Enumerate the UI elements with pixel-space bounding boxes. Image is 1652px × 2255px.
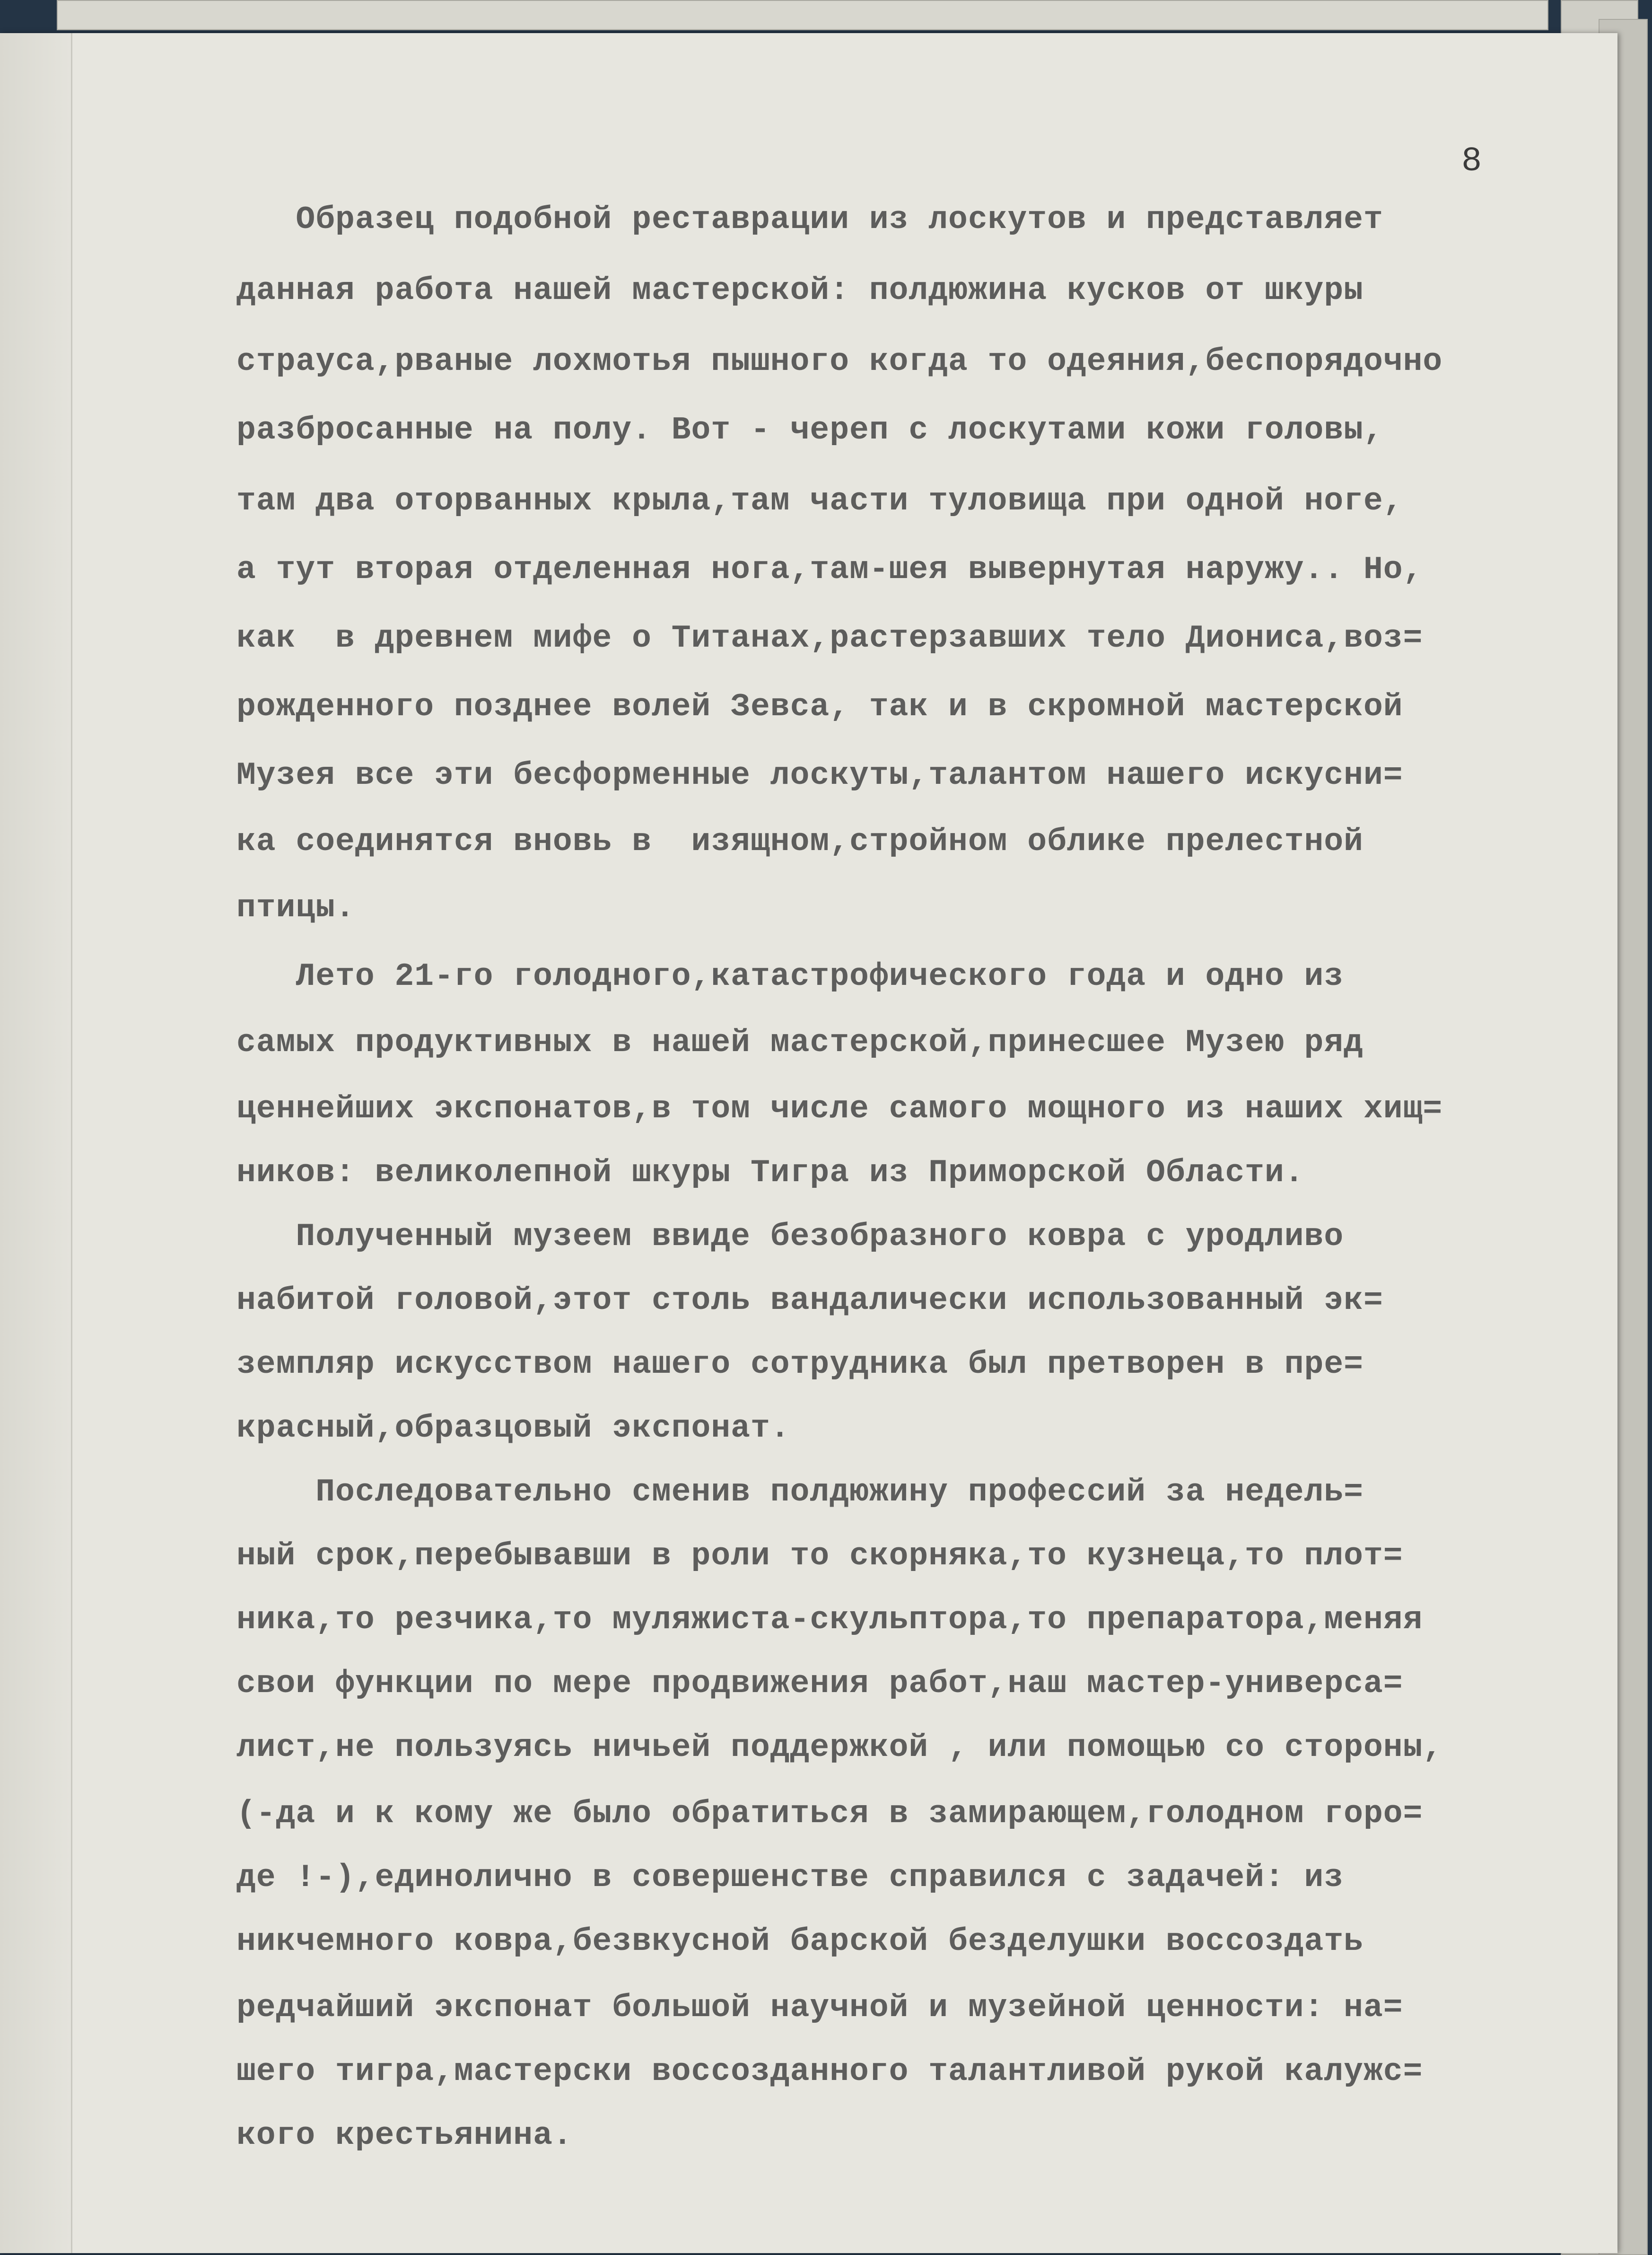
text-line: де !-),единолично в совершенстве справился с задачей: из [236, 1860, 1344, 1896]
text-line: там два оторванных крыла,там части туловища при одной ноге, [236, 483, 1403, 519]
text-line: ный срок,перебывавши в роли то скорняка,то кузнеца,то плот= [236, 1538, 1403, 1574]
text-line: ников: великолепной шкуры Тигра из Приморской Области. [236, 1155, 1304, 1191]
text-line: птицы. [236, 890, 355, 926]
page-number: 8 [1461, 142, 1482, 181]
text-line: никчемного ковра,безвкусной барской безделушки воссоздать [236, 1923, 1364, 1960]
text-line: ценнейших экспонатов,в том числе самого мощного из наших хищ= [236, 1091, 1443, 1127]
text-line: рожденного позднее волей Зевса, так и в скромной мастерской [236, 689, 1403, 725]
text-line: кого крестьянина. [236, 2117, 573, 2154]
text-line: ка соединятся вновь в изящном,стройном облике прелестной [236, 824, 1364, 860]
background-sheet [57, 0, 1548, 30]
text-line: как в древнем мифе о Титанах,растерзавших тело Диониса,воз= [236, 620, 1423, 657]
text-line: Последовательно сменив полдюжину профессий за недель= [236, 1474, 1364, 1510]
text-line: красный,образцовый экспонат. [236, 1410, 790, 1447]
text-line: редчайший экспонат большой научной и музейной ценности: на= [236, 1990, 1403, 2026]
text-line: страуса,рваные лохмотья пышного когда то одеяния,беспорядочно [236, 343, 1443, 380]
text-line: лист,не пользуясь ничьей поддержкой , или помощью со стороны, [236, 1729, 1443, 1766]
text-line: шего тигра,мастерски воссозданного талантливой рукой калужс= [236, 2053, 1423, 2090]
page-binding-edge [0, 33, 72, 2253]
text-line: (-да и к кому же было обратиться в замирающем,голодном горо= [236, 1796, 1423, 1832]
text-line: набитой головой,этот столь вандалически использованный эк= [236, 1282, 1383, 1319]
text-line: Полученный музеем ввиде безобразного ковра с уродливо [236, 1219, 1344, 1255]
text-line: Лето 21-го голодного,катастрофического года и одно из [236, 958, 1344, 995]
text-line: самых продуктивных в нашей мастерской,принесшее Музею ряд [236, 1025, 1364, 1061]
text-line: ника,то резчика,то муляжиста-скульптора,то препаратора,меняя [236, 1602, 1423, 1638]
text-line: данная работа нашей мастерской: полдюжина кусков от шкуры [236, 272, 1364, 309]
text-line: земпляр искусством нашего сотрудника был претворен в пре= [236, 1346, 1364, 1383]
text-line: свои функции по мере продвижения работ,наш мастер-универса= [236, 1666, 1403, 1702]
text-line: Образец подобной реставрации из лоскутов и представляет [236, 202, 1383, 238]
text-line: разбросанные на полу. Вот - череп с лоскутами кожи головы, [236, 412, 1383, 448]
text-line: Музея все эти бесформенные лоскуты,талантом нашего искусни= [236, 757, 1403, 794]
text-line: а тут вторая отделенная нога,там-шея вывернутая наружу.. Но, [236, 552, 1423, 588]
